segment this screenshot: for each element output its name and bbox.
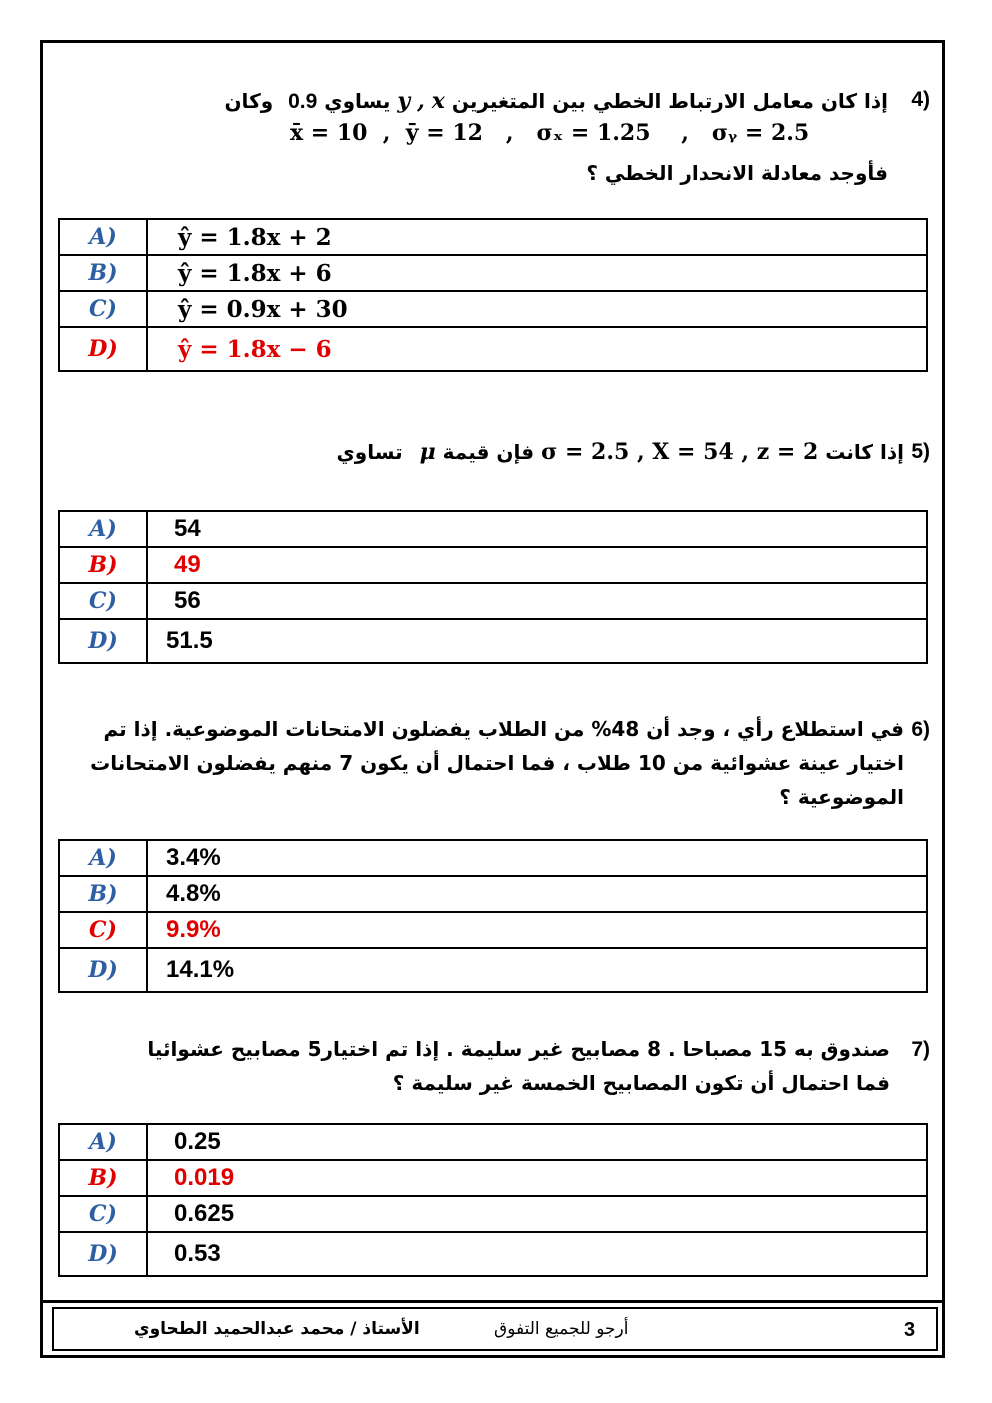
option-value: 54 (147, 511, 927, 547)
option-label: D) (59, 619, 147, 663)
q4-option-a[interactable] (59, 219, 927, 255)
q6-line3: الموضوعية ؟ (779, 785, 904, 809)
option-label: A) (59, 219, 147, 255)
q5-option-d[interactable] (59, 619, 927, 663)
q5-text-a: إذا كانت (825, 440, 904, 464)
q4-options-table (58, 218, 928, 372)
q7-option-d[interactable] (59, 1232, 927, 1276)
option-label: D) (59, 327, 147, 371)
option-value: 4.8% (147, 876, 927, 912)
option-label: C) (59, 291, 147, 327)
option-label: C) (59, 912, 147, 948)
q4-option-c[interactable] (59, 291, 927, 327)
q5-text-b: فإن قيمة (442, 440, 535, 464)
option-value: 0.019 (147, 1160, 927, 1196)
option-label: D) (59, 1232, 147, 1276)
q6-line2: اختيار عينة عشوائية من 10 طلاب ، فما احتمال أن يكون 7 منهم يفضلون الامتحانات (90, 751, 904, 775)
q4-text-b: يساوي (324, 89, 391, 113)
q6-line1: في استطلاع رأي ، وجد أن 48% من الطلاب يفضلون الامتحانات الموضوعية. إذا تم (103, 717, 904, 741)
q7-line1: صندوق به 15 مصباحا . 8 مصابيح غير سليمة . إذا تم اختيار5 مصابيح عشوائيا (147, 1037, 890, 1061)
q4-var-y: y (397, 88, 411, 114)
q4-r-value: 0.9 (288, 90, 318, 113)
q4-number: 4) (911, 88, 930, 111)
option-label: B) (59, 1160, 147, 1196)
q7-line2: فما احتمال أن تكون المصابيح الخمسة غير سليمة ؟ (392, 1071, 890, 1095)
footer-motto: أرجو للجميع التفوق (494, 1319, 629, 1339)
q6-number: 6) (911, 718, 930, 741)
footer-divider (40, 1300, 945, 1303)
option-label: B) (59, 255, 147, 291)
option-label: C) (59, 1196, 147, 1232)
option-value: 0.25 (147, 1124, 927, 1160)
q7-options-table (58, 1123, 928, 1277)
option-value: 0.625 (147, 1196, 927, 1232)
option-label: D) (59, 948, 147, 992)
footer-author: الأستاذ / محمد عبدالحميد الطحاوي (134, 1319, 420, 1339)
page-footer (52, 1307, 938, 1351)
option-value: ŷ = 0.9x + 30 (147, 291, 927, 327)
q5-mu: μ (419, 439, 436, 465)
option-value: ŷ = 1.8x + 2 (147, 219, 927, 255)
option-value: ŷ = 1.8x + 6 (147, 255, 927, 291)
q4-text-a: إذا كان معامل الارتباط الخطي بين المتغيرين (451, 89, 888, 113)
option-value: 9.9% (147, 912, 927, 948)
q4-line1 (224, 84, 888, 119)
option-value: 0.53 (147, 1232, 927, 1276)
page-number: 3 (904, 1319, 916, 1341)
q4-comma: , (417, 88, 425, 114)
q4-option-b[interactable] (59, 255, 927, 291)
q6-option-b[interactable] (59, 876, 927, 912)
q6-option-c[interactable] (59, 912, 927, 948)
q7-option-c[interactable] (59, 1196, 927, 1232)
q5-option-a[interactable] (59, 511, 927, 547)
q4-givens: x̄ = 10 , ȳ = 12 , σₓ = 1.25 , σᵧ = 2.5 (290, 120, 810, 146)
option-value: 51.5 (147, 619, 927, 663)
q4-var-x: x (431, 88, 445, 114)
option-value: ŷ = 1.8x − 6 (147, 327, 927, 371)
option-label: A) (59, 511, 147, 547)
q5-options-table (58, 510, 928, 664)
q7-option-b[interactable] (59, 1160, 927, 1196)
option-value: 56 (147, 583, 927, 619)
q7-option-a[interactable] (59, 1124, 927, 1160)
option-label: B) (59, 876, 147, 912)
option-label: A) (59, 840, 147, 876)
q4-option-d[interactable] (59, 327, 927, 371)
q6-options-table (58, 839, 928, 993)
q5-option-c[interactable] (59, 583, 927, 619)
option-label: B) (59, 547, 147, 583)
q5-number: 5) (911, 440, 930, 463)
q4-line3: فأوجد معادلة الانحدار الخطي ؟ (586, 161, 888, 185)
q6-option-d[interactable] (59, 948, 927, 992)
option-value: 3.4% (147, 840, 927, 876)
option-label: A) (59, 1124, 147, 1160)
q4-text-c: وكان (224, 89, 274, 113)
q6-option-a[interactable] (59, 840, 927, 876)
q5-conditions: σ = 2.5 , X = 54 , z = 2 (541, 439, 819, 465)
option-label: C) (59, 583, 147, 619)
q5-text-c: تساوي (336, 440, 403, 464)
q5-option-b[interactable] (59, 547, 927, 583)
option-value: 49 (147, 547, 927, 583)
q7-number: 7) (911, 1038, 930, 1061)
option-value: 14.1% (147, 948, 927, 992)
q5-line (336, 435, 904, 469)
